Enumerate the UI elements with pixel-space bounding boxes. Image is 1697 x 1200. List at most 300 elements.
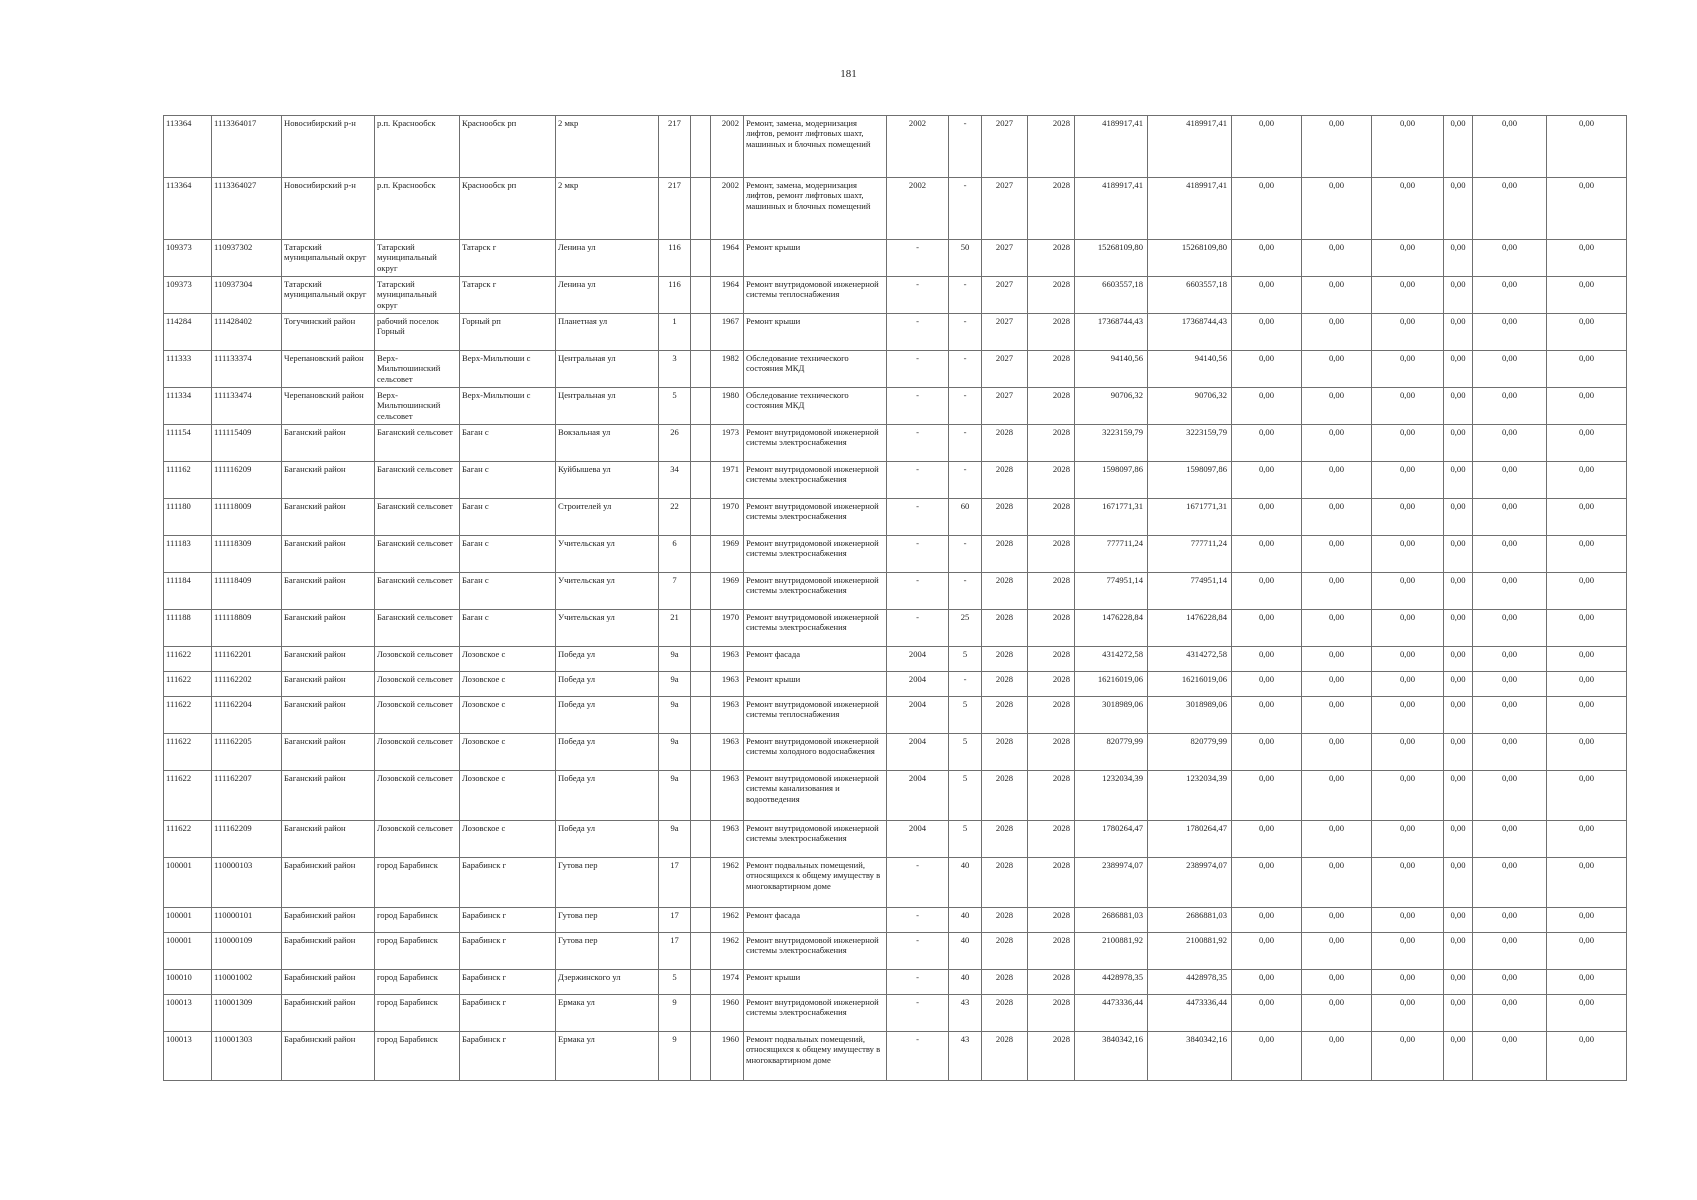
cell-cost-federal: 0,00 <box>1232 351 1302 388</box>
cell-cost-federal: 0,00 <box>1232 858 1302 908</box>
cell-building <box>691 821 711 858</box>
cell-cost-federal: 0,00 <box>1232 178 1302 240</box>
cell-cost-total: 2100881,92 <box>1075 933 1148 970</box>
cell-building <box>691 995 711 1032</box>
cell-cost-other: 0,00 <box>1444 672 1473 697</box>
cell-house-number: 1 <box>659 314 691 351</box>
cell-building <box>691 116 711 178</box>
cell-cost-regional: 0,00 <box>1302 536 1372 573</box>
cell-district: Баганский район <box>282 734 375 771</box>
cell-cost-local: 0,00 <box>1372 995 1444 1032</box>
cell-cost-fund: 774951,14 <box>1148 573 1232 610</box>
cell-cost-fund: 2686881,03 <box>1148 908 1232 933</box>
table-row <box>164 351 1627 388</box>
cell-street: Строителей ул <box>556 499 659 536</box>
cell-cost-regional: 0,00 <box>1302 1032 1372 1081</box>
cell-settlement: Барабинск г <box>460 908 556 933</box>
cell-building <box>691 933 711 970</box>
cell-code: 100001 <box>164 858 212 908</box>
cell-object-id: 1113364027 <box>212 178 282 240</box>
cell-cost-owners: 0,00 <box>1473 116 1547 178</box>
cell-cost-total: 3223159,79 <box>1075 425 1148 462</box>
cell-settlement: Барабинск г <box>460 858 556 908</box>
cell-plan-end-year: 2028 <box>1028 908 1075 933</box>
cell-street: Победа ул <box>556 821 659 858</box>
cell-street: Ленина ул <box>556 277 659 314</box>
cell-cost-federal: 0,00 <box>1232 771 1302 821</box>
cell-repair-type: Ремонт крыши <box>744 240 887 277</box>
cell-house-number: 34 <box>659 462 691 499</box>
cell-cost-local: 0,00 <box>1372 1032 1444 1081</box>
cell-plan-start-year: 2028 <box>982 647 1028 672</box>
cell-year-built: 1963 <box>711 821 744 858</box>
cell-plan-end-year: 2028 <box>1028 240 1075 277</box>
cell-plan-end-year: 2028 <box>1028 462 1075 499</box>
cell-object-id: 111133474 <box>212 388 282 425</box>
cell-cost-other: 0,00 <box>1444 697 1473 734</box>
cell-plan-end-year: 2028 <box>1028 697 1075 734</box>
cell-cost-owners: 0,00 <box>1473 178 1547 240</box>
cell-object-id: 110000103 <box>212 858 282 908</box>
cell-cost-other: 0,00 <box>1444 351 1473 388</box>
cell-wear-percent: 5 <box>949 771 982 821</box>
cell-settlement: Татарск г <box>460 240 556 277</box>
cell-plan-start-year: 2028 <box>982 536 1028 573</box>
cell-cost-regional: 0,00 <box>1302 388 1372 425</box>
cell-repair-type: Ремонт крыши <box>744 672 887 697</box>
cell-plan-start-year: 2028 <box>982 933 1028 970</box>
cell-cost-other: 0,00 <box>1444 771 1473 821</box>
cell-plan-end-year: 2028 <box>1028 647 1075 672</box>
cell-last-repair-year: - <box>887 573 949 610</box>
cell-cost-fund: 2100881,92 <box>1148 933 1232 970</box>
cell-cost-local: 0,00 <box>1372 573 1444 610</box>
cell-cost-fund: 1232034,39 <box>1148 771 1232 821</box>
cell-settlement: Баган с <box>460 462 556 499</box>
cell-municipality: Лозовской сельсовет <box>375 672 460 697</box>
cell-object-id: 110000109 <box>212 933 282 970</box>
cell-code: 100001 <box>164 908 212 933</box>
cell-plan-end-year: 2028 <box>1028 178 1075 240</box>
cell-cost-regional: 0,00 <box>1302 462 1372 499</box>
cell-district: Баганский район <box>282 672 375 697</box>
cell-cost-federal: 0,00 <box>1232 425 1302 462</box>
cell-cost-local: 0,00 <box>1372 610 1444 647</box>
cell-house-number: 9 <box>659 995 691 1032</box>
cell-cost-total: 1476228,84 <box>1075 610 1148 647</box>
cell-object-id: 111162202 <box>212 672 282 697</box>
cell-repair-type: Ремонт внутридомовой инженерной системы электроснабжения <box>744 995 887 1032</box>
cell-cost-extra: 0,00 <box>1547 1032 1627 1081</box>
table-row <box>164 536 1627 573</box>
cell-cost-federal: 0,00 <box>1232 573 1302 610</box>
cell-cost-federal: 0,00 <box>1232 647 1302 672</box>
cell-cost-extra: 0,00 <box>1547 536 1627 573</box>
cell-cost-fund: 777711,24 <box>1148 536 1232 573</box>
cell-code: 113364 <box>164 178 212 240</box>
cell-cost-other: 0,00 <box>1444 970 1473 995</box>
cell-year-built: 1963 <box>711 647 744 672</box>
cell-cost-extra: 0,00 <box>1547 970 1627 995</box>
cell-plan-start-year: 2027 <box>982 240 1028 277</box>
cell-cost-regional: 0,00 <box>1302 425 1372 462</box>
cell-object-id: 111118009 <box>212 499 282 536</box>
cell-cost-federal: 0,00 <box>1232 388 1302 425</box>
cell-house-number: 17 <box>659 908 691 933</box>
table-row <box>164 970 1627 995</box>
cell-repair-type: Ремонт внутридомовой инженерной системы электроснабжения <box>744 610 887 647</box>
cell-wear-percent: - <box>949 314 982 351</box>
cell-repair-type: Ремонт внутридомовой инженерной системы холодного водоснабжения <box>744 734 887 771</box>
cell-cost-regional: 0,00 <box>1302 573 1372 610</box>
cell-last-repair-year: - <box>887 351 949 388</box>
cell-plan-end-year: 2028 <box>1028 388 1075 425</box>
table-row <box>164 908 1627 933</box>
cell-cost-regional: 0,00 <box>1302 697 1372 734</box>
cell-last-repair-year: 2004 <box>887 771 949 821</box>
cell-code: 111622 <box>164 734 212 771</box>
cell-building <box>691 610 711 647</box>
cell-cost-local: 0,00 <box>1372 351 1444 388</box>
cell-repair-type: Ремонт крыши <box>744 314 887 351</box>
cell-street: Планетная ул <box>556 314 659 351</box>
cell-cost-extra: 0,00 <box>1547 499 1627 536</box>
cell-wear-percent: - <box>949 116 982 178</box>
cell-house-number: 9а <box>659 697 691 734</box>
cell-cost-regional: 0,00 <box>1302 351 1372 388</box>
table-row <box>164 771 1627 821</box>
cell-district: Барабинский район <box>282 995 375 1032</box>
cell-cost-regional: 0,00 <box>1302 933 1372 970</box>
cell-street: Ермака ул <box>556 995 659 1032</box>
cell-cost-total: 90706,32 <box>1075 388 1148 425</box>
cell-wear-percent: 5 <box>949 821 982 858</box>
cell-cost-fund: 4314272,58 <box>1148 647 1232 672</box>
cell-building <box>691 858 711 908</box>
cell-object-id: 111162204 <box>212 697 282 734</box>
table-row <box>164 178 1627 240</box>
cell-cost-owners: 0,00 <box>1473 970 1547 995</box>
cell-settlement: Татарск г <box>460 277 556 314</box>
cell-cost-regional: 0,00 <box>1302 995 1372 1032</box>
cell-building <box>691 499 711 536</box>
cell-municipality: город Барабинск <box>375 995 460 1032</box>
cell-street: Центральная ул <box>556 351 659 388</box>
cell-wear-percent: 5 <box>949 647 982 672</box>
cell-house-number: 6 <box>659 536 691 573</box>
cell-plan-start-year: 2028 <box>982 499 1028 536</box>
cell-cost-federal: 0,00 <box>1232 610 1302 647</box>
cell-code: 111184 <box>164 573 212 610</box>
cell-settlement: Верх-Мильтюши с <box>460 388 556 425</box>
cell-cost-other: 0,00 <box>1444 388 1473 425</box>
cell-plan-end-year: 2028 <box>1028 933 1075 970</box>
cell-repair-type: Ремонт, замена, модернизация лифтов, ремонт лифтовых шахт, машинных и блочных помещений <box>744 116 887 178</box>
cell-object-id: 111115409 <box>212 425 282 462</box>
cell-district: Баганский район <box>282 425 375 462</box>
cell-last-repair-year: 2004 <box>887 734 949 771</box>
cell-cost-total: 17368744,43 <box>1075 314 1148 351</box>
cell-cost-fund: 16216019,06 <box>1148 672 1232 697</box>
cell-cost-total: 3840342,16 <box>1075 1032 1148 1081</box>
cell-municipality: Баганский сельсовет <box>375 425 460 462</box>
cell-year-built: 1969 <box>711 536 744 573</box>
cell-cost-owners: 0,00 <box>1473 499 1547 536</box>
cell-street: Гутова пер <box>556 858 659 908</box>
cell-district: Баганский район <box>282 697 375 734</box>
cell-cost-regional: 0,00 <box>1302 314 1372 351</box>
capital-repair-table <box>163 115 1626 1081</box>
cell-settlement: Баган с <box>460 610 556 647</box>
cell-cost-other: 0,00 <box>1444 573 1473 610</box>
cell-building <box>691 647 711 672</box>
cell-object-id: 111428402 <box>212 314 282 351</box>
cell-cost-other: 0,00 <box>1444 240 1473 277</box>
cell-street: 2 мкр <box>556 116 659 178</box>
cell-plan-start-year: 2027 <box>982 116 1028 178</box>
cell-plan-start-year: 2028 <box>982 573 1028 610</box>
cell-cost-local: 0,00 <box>1372 734 1444 771</box>
cell-plan-end-year: 2028 <box>1028 536 1075 573</box>
cell-district: Новосибирский р-н <box>282 116 375 178</box>
cell-building <box>691 314 711 351</box>
cell-cost-other: 0,00 <box>1444 933 1473 970</box>
cell-plan-start-year: 2028 <box>982 970 1028 995</box>
cell-plan-start-year: 2028 <box>982 610 1028 647</box>
cell-object-id: 110937302 <box>212 240 282 277</box>
cell-building <box>691 425 711 462</box>
cell-cost-owners: 0,00 <box>1473 933 1547 970</box>
cell-plan-start-year: 2027 <box>982 388 1028 425</box>
cell-last-repair-year: - <box>887 995 949 1032</box>
cell-cost-extra: 0,00 <box>1547 672 1627 697</box>
cell-code: 100013 <box>164 1032 212 1081</box>
cell-cost-other: 0,00 <box>1444 610 1473 647</box>
cell-house-number: 17 <box>659 858 691 908</box>
cell-cost-local: 0,00 <box>1372 821 1444 858</box>
cell-municipality: рабочий поселок Горный <box>375 314 460 351</box>
cell-wear-percent: 40 <box>949 933 982 970</box>
cell-cost-federal: 0,00 <box>1232 116 1302 178</box>
cell-cost-fund: 1671771,31 <box>1148 499 1232 536</box>
cell-district: Баганский район <box>282 771 375 821</box>
cell-cost-local: 0,00 <box>1372 771 1444 821</box>
cell-cost-other: 0,00 <box>1444 178 1473 240</box>
cell-last-repair-year: - <box>887 970 949 995</box>
cell-plan-end-year: 2028 <box>1028 858 1075 908</box>
cell-house-number: 21 <box>659 610 691 647</box>
cell-code: 111622 <box>164 771 212 821</box>
cell-cost-total: 4428978,35 <box>1075 970 1148 995</box>
cell-settlement: Баган с <box>460 573 556 610</box>
cell-year-built: 1970 <box>711 610 744 647</box>
cell-cost-other: 0,00 <box>1444 908 1473 933</box>
cell-cost-extra: 0,00 <box>1547 995 1627 1032</box>
cell-cost-total: 2389974,07 <box>1075 858 1148 908</box>
cell-plan-end-year: 2028 <box>1028 116 1075 178</box>
cell-last-repair-year: - <box>887 610 949 647</box>
cell-cost-owners: 0,00 <box>1473 610 1547 647</box>
cell-cost-extra: 0,00 <box>1547 462 1627 499</box>
cell-house-number: 26 <box>659 425 691 462</box>
cell-cost-fund: 94140,56 <box>1148 351 1232 388</box>
cell-cost-federal: 0,00 <box>1232 462 1302 499</box>
cell-repair-type: Обследование технического состояния МКД <box>744 351 887 388</box>
cell-settlement: Краснообск рп <box>460 116 556 178</box>
cell-code: 111188 <box>164 610 212 647</box>
cell-municipality: Баганский сельсовет <box>375 462 460 499</box>
cell-cost-owners: 0,00 <box>1473 425 1547 462</box>
cell-street: Гутова пер <box>556 908 659 933</box>
cell-house-number: 5 <box>659 388 691 425</box>
cell-year-built: 1964 <box>711 277 744 314</box>
cell-cost-other: 0,00 <box>1444 647 1473 672</box>
cell-code: 111622 <box>164 821 212 858</box>
cell-municipality: Лозовской сельсовет <box>375 771 460 821</box>
cell-cost-federal: 0,00 <box>1232 536 1302 573</box>
cell-cost-total: 4189917,41 <box>1075 178 1148 240</box>
cell-street: Победа ул <box>556 647 659 672</box>
cell-cost-federal: 0,00 <box>1232 240 1302 277</box>
cell-last-repair-year: - <box>887 499 949 536</box>
cell-year-built: 1963 <box>711 771 744 821</box>
cell-municipality: город Барабинск <box>375 858 460 908</box>
cell-cost-fund: 4473336,44 <box>1148 995 1232 1032</box>
cell-settlement: Лозовское с <box>460 697 556 734</box>
cell-cost-regional: 0,00 <box>1302 277 1372 314</box>
cell-building <box>691 351 711 388</box>
cell-building <box>691 771 711 821</box>
cell-municipality: Баганский сельсовет <box>375 536 460 573</box>
cell-year-built: 1962 <box>711 908 744 933</box>
cell-cost-owners: 0,00 <box>1473 351 1547 388</box>
cell-cost-regional: 0,00 <box>1302 116 1372 178</box>
repair-schedule-table <box>163 115 1627 1081</box>
cell-year-built: 1960 <box>711 995 744 1032</box>
cell-cost-total: 820779,99 <box>1075 734 1148 771</box>
cell-cost-fund: 17368744,43 <box>1148 314 1232 351</box>
cell-repair-type: Ремонт внутридомовой инженерной системы канализования и водоотведения <box>744 771 887 821</box>
cell-repair-type: Ремонт внутридомовой инженерной системы электроснабжения <box>744 573 887 610</box>
cell-house-number: 217 <box>659 116 691 178</box>
cell-year-built: 1969 <box>711 573 744 610</box>
cell-municipality: р.п. Краснообск <box>375 116 460 178</box>
cell-repair-type: Ремонт внутридомовой инженерной системы электроснабжения <box>744 821 887 858</box>
cell-plan-end-year: 2028 <box>1028 573 1075 610</box>
cell-settlement: Барабинск г <box>460 1032 556 1081</box>
cell-district: Барабинский район <box>282 1032 375 1081</box>
cell-municipality: Верх-Мильтюшинский сельсовет <box>375 388 460 425</box>
cell-wear-percent: 43 <box>949 995 982 1032</box>
cell-plan-start-year: 2028 <box>982 1032 1028 1081</box>
cell-last-repair-year: 2004 <box>887 647 949 672</box>
cell-cost-local: 0,00 <box>1372 672 1444 697</box>
cell-cost-owners: 0,00 <box>1473 388 1547 425</box>
cell-wear-percent: - <box>949 462 982 499</box>
cell-cost-federal: 0,00 <box>1232 821 1302 858</box>
table-row <box>164 240 1627 277</box>
cell-cost-fund: 3840342,16 <box>1148 1032 1232 1081</box>
cell-house-number: 116 <box>659 277 691 314</box>
table-row <box>164 697 1627 734</box>
cell-object-id: 111133374 <box>212 351 282 388</box>
cell-cost-extra: 0,00 <box>1547 610 1627 647</box>
table-row <box>164 499 1627 536</box>
cell-year-built: 2002 <box>711 116 744 178</box>
table-row <box>164 933 1627 970</box>
cell-cost-extra: 0,00 <box>1547 178 1627 240</box>
cell-house-number: 116 <box>659 240 691 277</box>
cell-object-id: 111162207 <box>212 771 282 821</box>
cell-house-number: 5 <box>659 970 691 995</box>
cell-plan-start-year: 2028 <box>982 425 1028 462</box>
cell-last-repair-year: 2002 <box>887 178 949 240</box>
cell-cost-fund: 4189917,41 <box>1148 116 1232 178</box>
cell-cost-local: 0,00 <box>1372 462 1444 499</box>
cell-street: Учительская ул <box>556 610 659 647</box>
cell-street: Учительская ул <box>556 573 659 610</box>
cell-cost-total: 4314272,58 <box>1075 647 1148 672</box>
cell-wear-percent: 50 <box>949 240 982 277</box>
cell-plan-start-year: 2027 <box>982 178 1028 240</box>
cell-cost-fund: 4189917,41 <box>1148 178 1232 240</box>
cell-street: Центральная ул <box>556 388 659 425</box>
cell-street: Вокзальная ул <box>556 425 659 462</box>
cell-cost-regional: 0,00 <box>1302 610 1372 647</box>
cell-last-repair-year: - <box>887 462 949 499</box>
cell-cost-fund: 15268109,80 <box>1148 240 1232 277</box>
cell-plan-start-year: 2028 <box>982 858 1028 908</box>
cell-cost-local: 0,00 <box>1372 697 1444 734</box>
cell-object-id: 110001303 <box>212 1032 282 1081</box>
cell-year-built: 1964 <box>711 240 744 277</box>
cell-plan-end-year: 2028 <box>1028 351 1075 388</box>
cell-cost-regional: 0,00 <box>1302 771 1372 821</box>
cell-year-built: 1967 <box>711 314 744 351</box>
cell-object-id: 1113364017 <box>212 116 282 178</box>
cell-cost-extra: 0,00 <box>1547 734 1627 771</box>
cell-cost-owners: 0,00 <box>1473 647 1547 672</box>
cell-cost-other: 0,00 <box>1444 995 1473 1032</box>
cell-cost-other: 0,00 <box>1444 858 1473 908</box>
cell-last-repair-year: - <box>887 933 949 970</box>
cell-cost-other: 0,00 <box>1444 425 1473 462</box>
cell-municipality: Баганский сельсовет <box>375 573 460 610</box>
cell-district: Барабинский район <box>282 933 375 970</box>
cell-cost-federal: 0,00 <box>1232 1032 1302 1081</box>
cell-district: Баганский район <box>282 536 375 573</box>
cell-house-number: 9а <box>659 734 691 771</box>
table-row <box>164 314 1627 351</box>
cell-wear-percent: - <box>949 425 982 462</box>
cell-wear-percent: 5 <box>949 697 982 734</box>
cell-cost-federal: 0,00 <box>1232 277 1302 314</box>
cell-cost-extra: 0,00 <box>1547 573 1627 610</box>
cell-cost-extra: 0,00 <box>1547 821 1627 858</box>
cell-municipality: Лозовской сельсовет <box>375 734 460 771</box>
cell-year-built: 1980 <box>711 388 744 425</box>
cell-municipality: Верх-Мильтюшинский сельсовет <box>375 351 460 388</box>
cell-settlement: Верх-Мильтюши с <box>460 351 556 388</box>
cell-code: 100001 <box>164 933 212 970</box>
cell-cost-local: 0,00 <box>1372 536 1444 573</box>
cell-settlement: Лозовское с <box>460 647 556 672</box>
cell-repair-type: Ремонт внутридомовой инженерной системы электроснабжения <box>744 536 887 573</box>
cell-cost-total: 2686881,03 <box>1075 908 1148 933</box>
cell-plan-end-year: 2028 <box>1028 672 1075 697</box>
cell-plan-end-year: 2028 <box>1028 970 1075 995</box>
cell-wear-percent: 40 <box>949 970 982 995</box>
